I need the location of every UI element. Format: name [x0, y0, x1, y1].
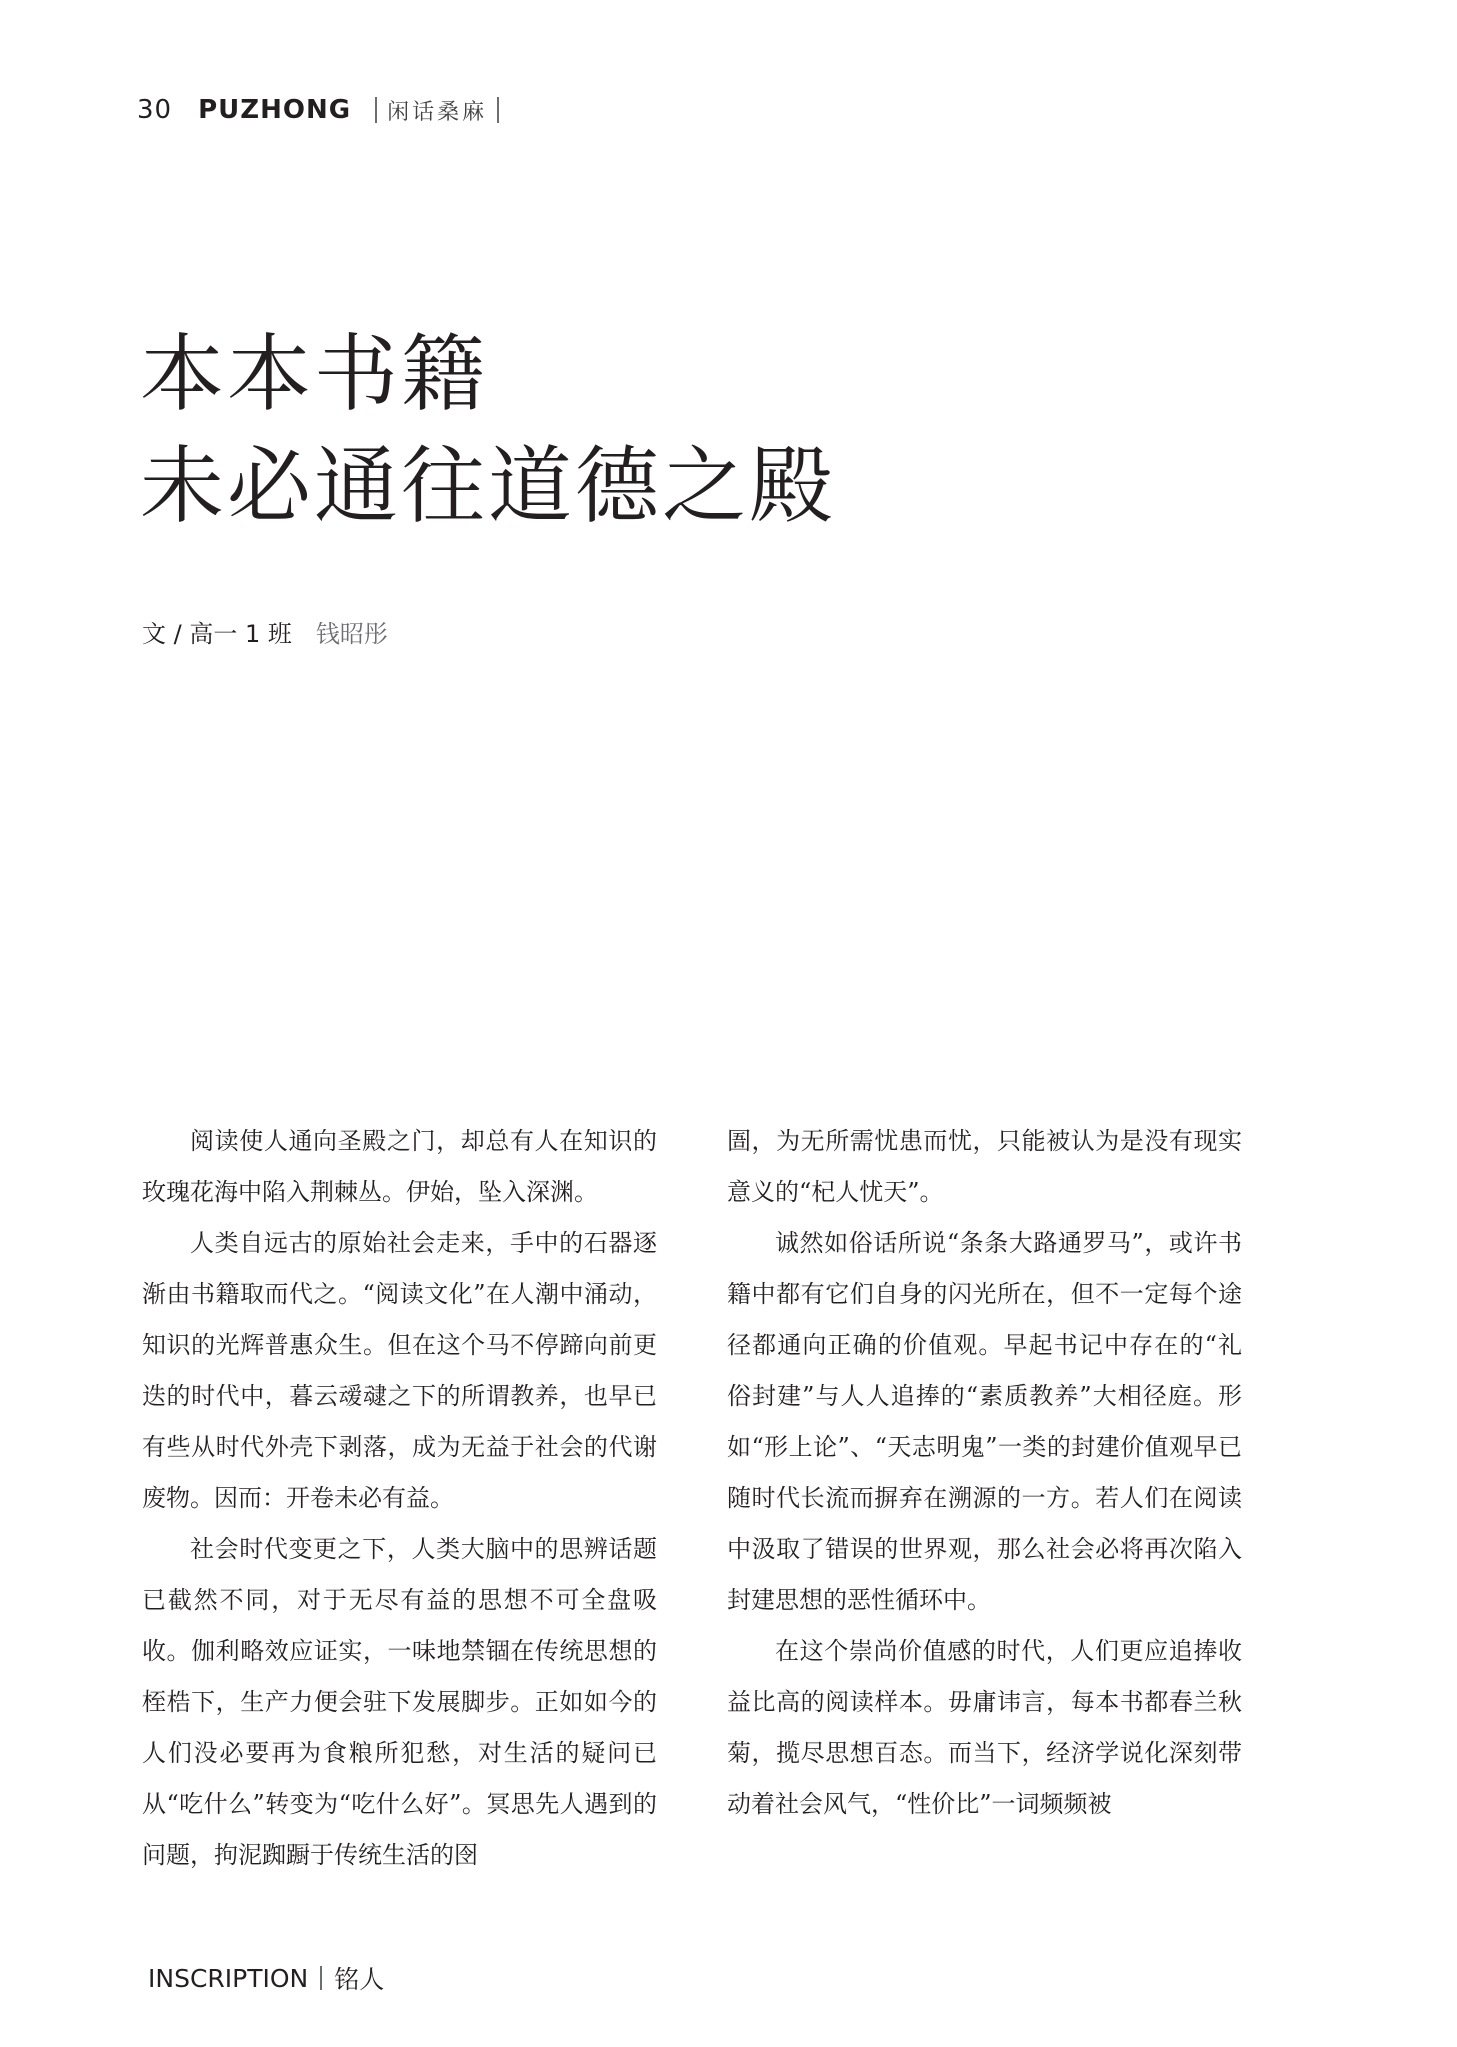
- footer-section: 铭人: [334, 1965, 385, 1994]
- paragraph: 阅读使人通向圣殿之门，却总有人在知识的玫瑰花海中陷入荆棘丛。伊始，坠入深渊。: [142, 1127, 657, 1206]
- section-name: 闲话桑麻: [387, 99, 488, 125]
- body-column-left: [142, 1116, 657, 1881]
- body-column-right: [727, 1116, 1242, 1830]
- paragraph: 社会时代变更之下，人类大脑中的思辨话题已截然不同，对于无尽有益的思想不可全盘吸收。伽利略效应证实，一味地禁锢在传统思想的桎梏下，生产力便会驻下发展脚步。正如如今的人们没必要再为食粮所犯愁，对生活的疑问已从“吃什么”转变为“吃什么好”。冥思先人遇到的问题，拘泥踟蹰于传统生活的囹: [142, 1535, 657, 1869]
- paragraph: 诚然如俗话所说“条条大路通罗马”，或许书籍中都有它们自身的闪光所在，但不一定每个途径都通向正确的价值观。早起书记中存在的“礼俗封建”与人人追捧的“素质教养”大相径庭。形如“形上论”、“天志明鬼”一类的封建价值观早已随时代长流而摒弃在溯源的一方。若人们在阅读中汲取了错误的世界观，那么社会必将再次陷入封建思想的恶性循环中。: [727, 1229, 1242, 1614]
- byline-prefix: 文 / 高一 1 班: [142, 620, 292, 648]
- page-number: 30: [137, 95, 173, 125]
- paragraph-continued: 圄，为无所需忧患而忧，只能被认为是没有现实意义的“杞人忧天”。: [727, 1127, 1242, 1206]
- header-divider: [497, 97, 499, 123]
- header-divider: [375, 97, 377, 123]
- running-header: [137, 90, 509, 130]
- footer-label: INSCRIPTION: [148, 1963, 309, 1993]
- paragraph: 人类自远古的原始社会走来，手中的石器逐渐由书籍取而代之。“阅读文化”在人潮中涌动，知识的光辉普惠众生。但在这个马不停蹄向前更迭的时代中，暮云叆叇之下的所谓教养，也早已有些从时代外壳下剥落，成为无益于社会的代谢废物。因而：开卷未必有益。: [142, 1229, 657, 1512]
- article-title: [140, 318, 836, 542]
- article-title-line1: 本本书籍: [140, 325, 489, 423]
- magazine-brand: PUZHONG: [198, 95, 352, 125]
- footer-divider: [320, 1966, 322, 1990]
- byline: [142, 614, 388, 649]
- paragraph: 在这个崇尚价值感的时代，人们更应追捧收益比高的阅读样本。毋庸讳言，每本书都春兰秋菊，揽尽思想百态。而当下，经济学说化深刻带动着社会风气，“性价比”一词频频被: [727, 1637, 1242, 1818]
- author-name: 钱昭彤: [315, 620, 388, 648]
- article-title-line2: 未必通往道德之殿: [140, 437, 837, 535]
- running-footer: [148, 1960, 384, 1996]
